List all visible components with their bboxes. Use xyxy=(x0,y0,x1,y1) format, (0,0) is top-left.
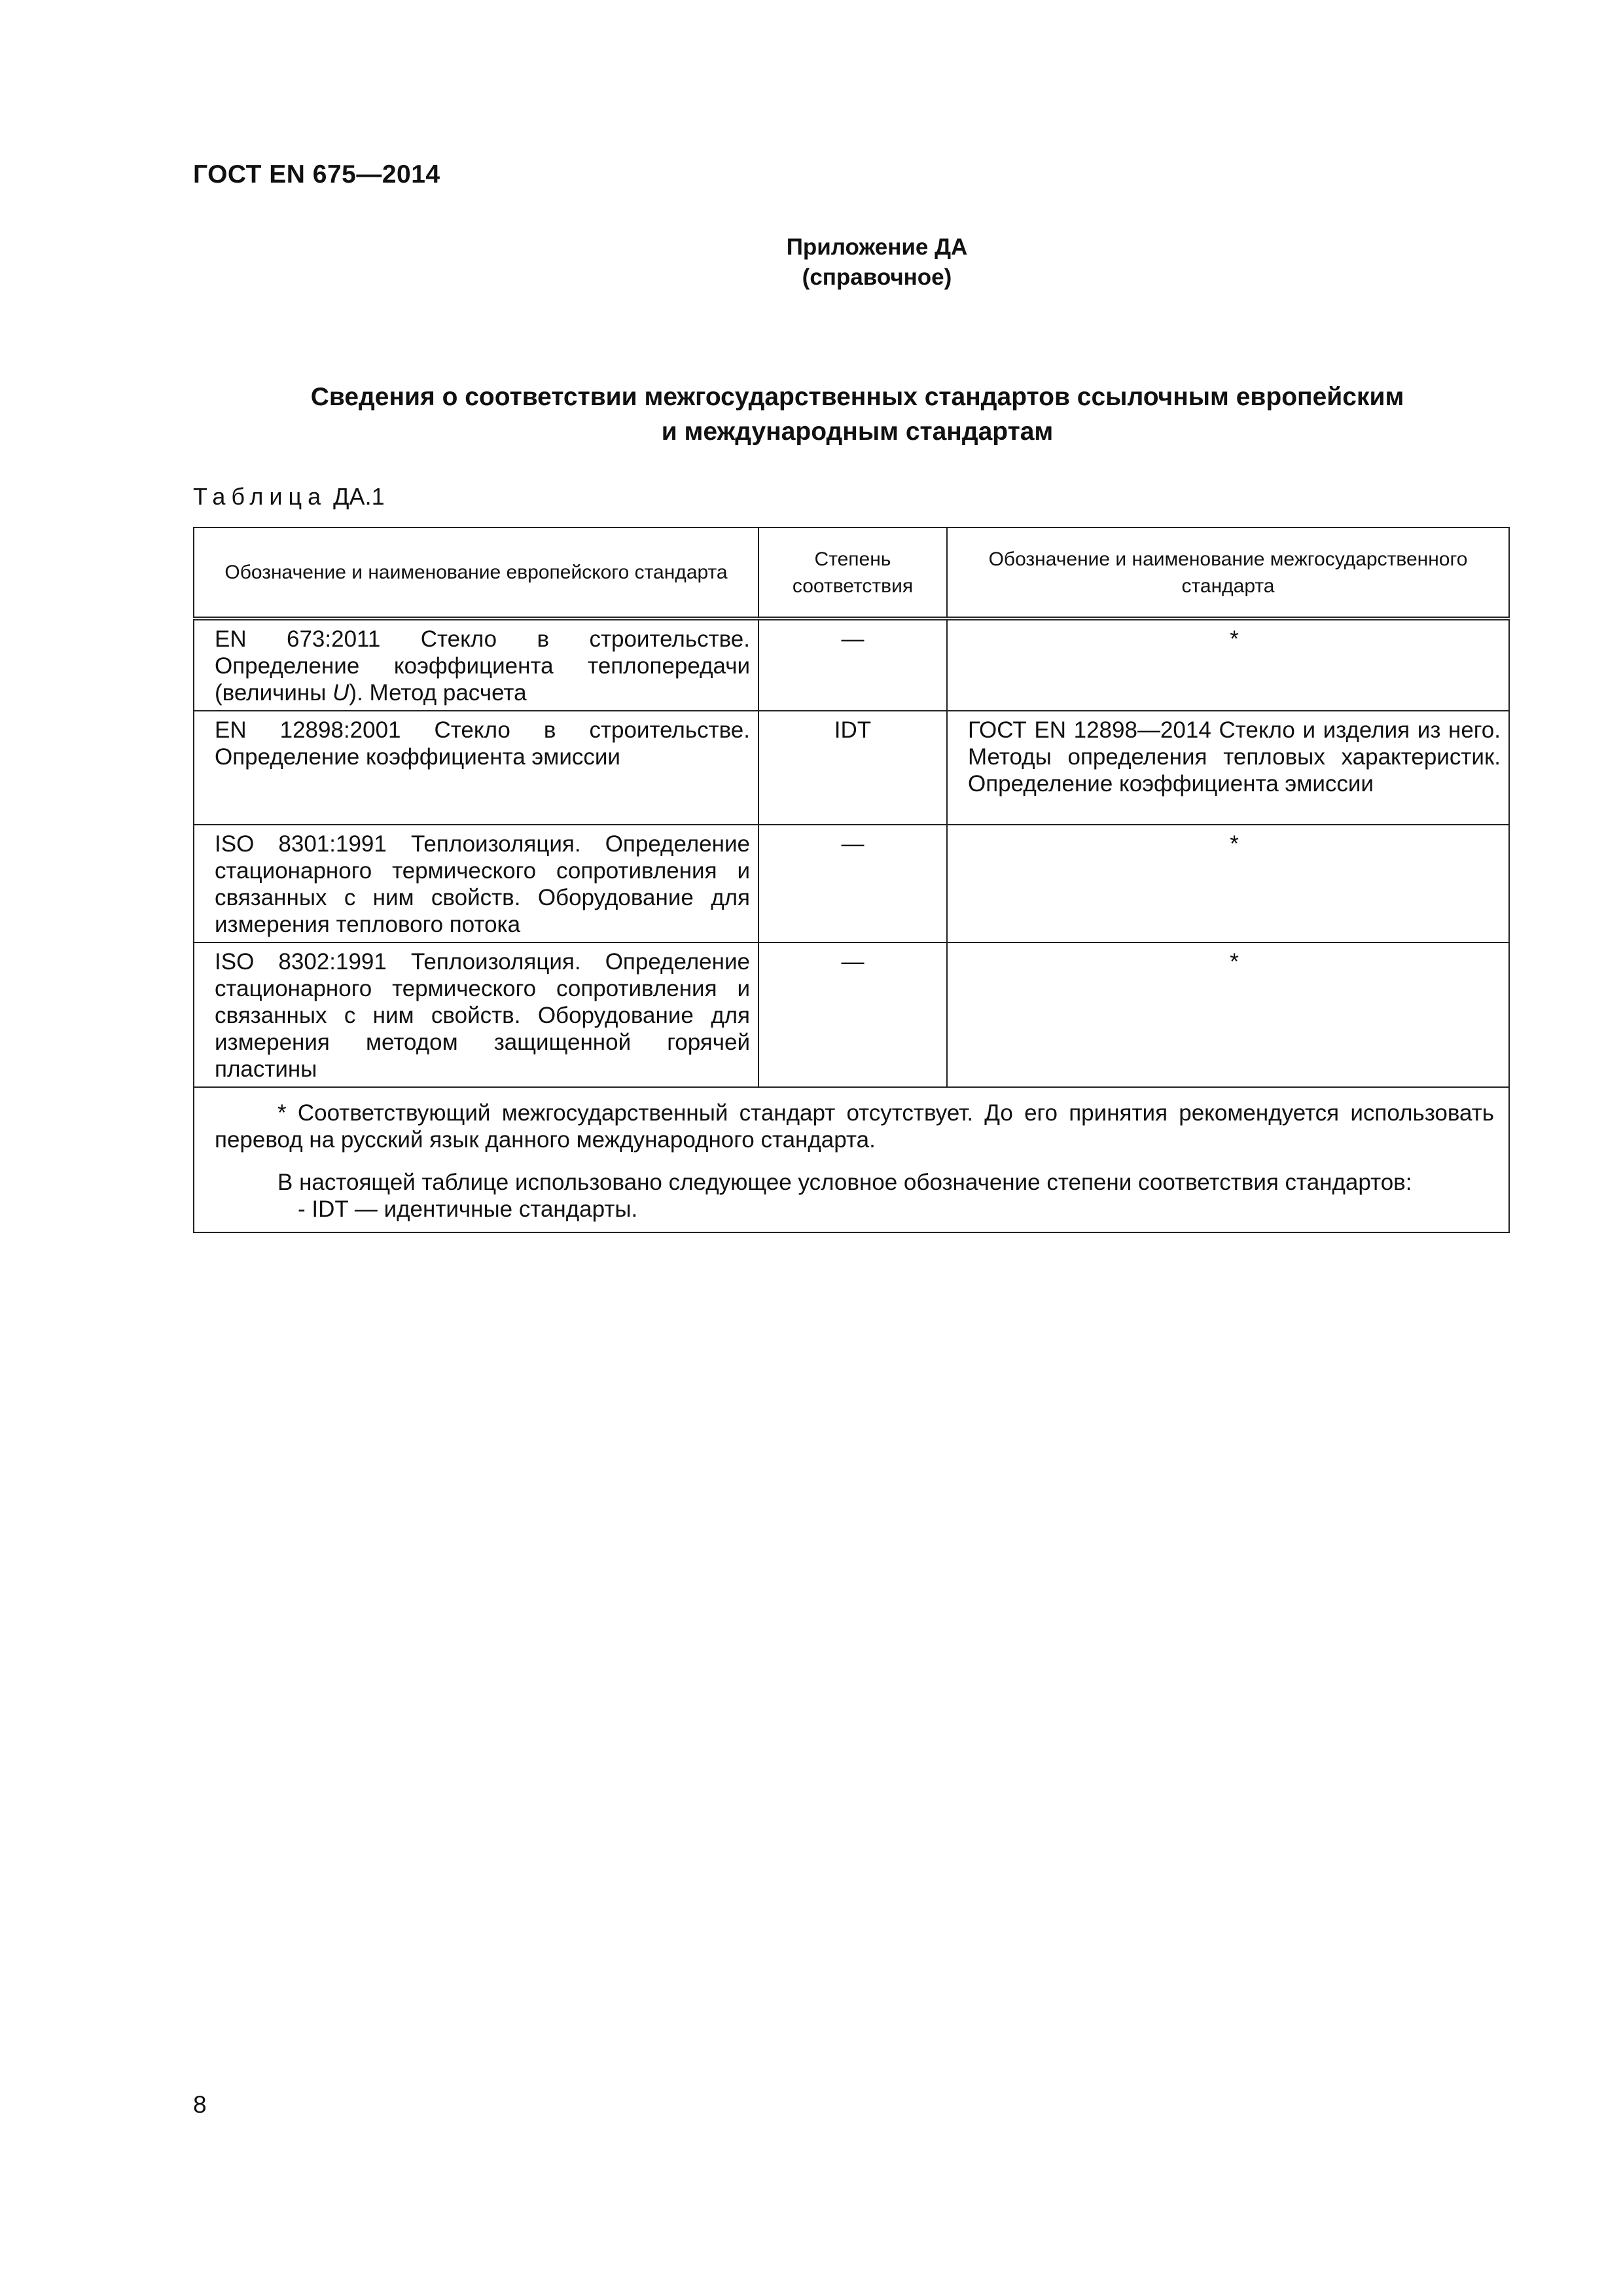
appendix-heading xyxy=(681,232,1073,293)
legend-item-idt: - IDT — идентичные стандарты. xyxy=(298,1196,638,1222)
table-notes-row xyxy=(194,1087,1509,1232)
table-row xyxy=(194,711,1509,825)
table-row xyxy=(194,619,1509,711)
header-degree: Степень соответствия xyxy=(758,528,947,619)
header-interstate-standard: Обозначение и наименование межгосударственного стандарта xyxy=(947,528,1509,619)
section-title-line-2: и международным стандартам xyxy=(661,418,1054,446)
section-title xyxy=(216,380,1499,449)
european-standard-cell: ISO 8302:1991 Теплоизоляция. Определение стационарного термического сопротивления и связанных с ним свойств. Оборудование для измерения методом защищенной горячей пластины xyxy=(194,942,758,1087)
degree-cell: IDT xyxy=(758,711,947,825)
table-row xyxy=(194,942,1509,1087)
appendix-type: (справочное) xyxy=(802,264,952,290)
document-code: ГОСТ EN 675—2014 xyxy=(193,160,440,188)
european-standard-cell: EN 673:2011 Стекло в строительстве. Определение коэффициента теплопередачи (величины U). Метод расчета xyxy=(194,619,758,711)
interstate-standard-cell: * xyxy=(947,825,1509,942)
interstate-standard-cell: * xyxy=(947,942,1509,1087)
legend-intro: В настоящей таблице использовано следующее условное обозначение степени соответствия стандартов: xyxy=(277,1170,1412,1195)
page-number: 8 xyxy=(193,2091,207,2118)
appendix-title: Приложение ДА xyxy=(786,234,968,260)
table-header-row xyxy=(194,528,1509,619)
table-caption-number: ДА.1 xyxy=(333,483,385,510)
degree-cell: — xyxy=(758,619,947,711)
european-standard-cell: ISO 8301:1991 Теплоизоляция. Определение стационарного термического сопротивления и связанных с ним свойств. Оборудование для измерения теплового потока xyxy=(194,825,758,942)
degree-cell: — xyxy=(758,825,947,942)
interstate-standard-cell: * xyxy=(947,619,1509,711)
table-caption xyxy=(193,483,385,511)
header-european-standard: Обозначение и наименование европейского стандарта xyxy=(194,528,758,619)
interstate-standard-cell: ГОСТ EN 12898—2014 Стекло и изделия из него. Методы определения тепловых характеристик. Определение коэффициента эмиссии xyxy=(947,711,1509,825)
table-footnote: * Соответствующий межгосударственный стандарт отсутствует. До его принятия рекомендуется использовать перевод на русский язык данного международного стандарта. xyxy=(215,1100,1494,1153)
section-title-line-1: Сведения о соответствии межгосударственных стандартов ссылочным европейским xyxy=(310,383,1404,411)
degree-cell: — xyxy=(758,942,947,1087)
table-caption-word: Таблица xyxy=(193,483,327,510)
european-standard-cell: EN 12898:2001 Стекло в строительстве. Определение коэффициента эмиссии xyxy=(194,711,758,825)
correspondence-table xyxy=(193,527,1510,1233)
table-notes-cell xyxy=(194,1087,1509,1232)
table-row xyxy=(194,825,1509,942)
